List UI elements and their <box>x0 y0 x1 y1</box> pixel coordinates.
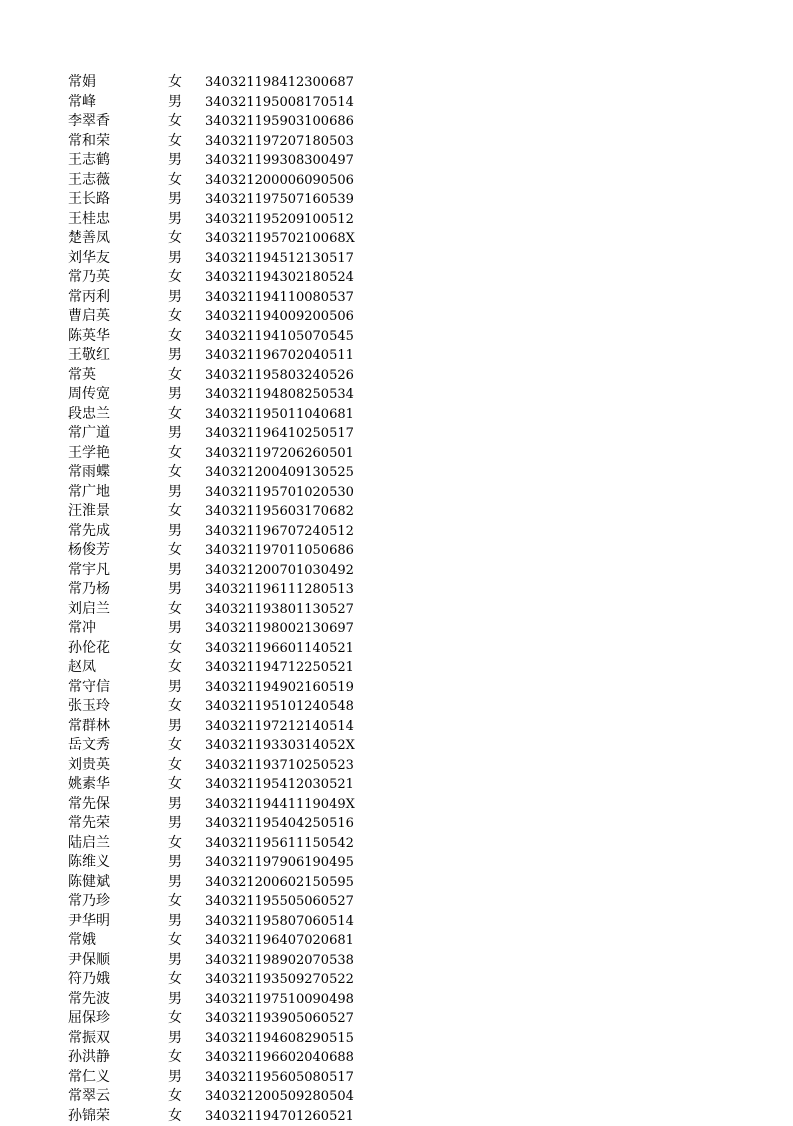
person-name: 常先波 <box>68 990 110 1010</box>
person-id-number: 340321194808250534 <box>205 385 354 405</box>
table-row <box>0 834 793 854</box>
table-row <box>0 970 793 990</box>
table-row <box>0 873 793 893</box>
person-id-number: 340321195011040681 <box>205 405 354 425</box>
person-gender: 女 <box>168 327 182 347</box>
person-name: 王学艳 <box>68 444 110 464</box>
person-name: 杨俊芳 <box>68 541 110 561</box>
person-id-number: 340321200701030492 <box>205 561 354 581</box>
person-id-number: 34032119330314052X <box>205 736 355 756</box>
person-gender: 女 <box>168 132 182 152</box>
person-name: 王敬红 <box>68 346 110 366</box>
person-id-number: 34032119570210068X <box>205 229 355 249</box>
person-gender: 男 <box>168 249 182 269</box>
person-id-number: 340321195605080517 <box>205 1068 354 1088</box>
person-gender: 男 <box>168 346 182 366</box>
table-row <box>0 151 793 171</box>
roster-table <box>0 73 793 1126</box>
table-row <box>0 210 793 230</box>
person-id-number: 340321199308300497 <box>205 151 354 171</box>
person-gender: 男 <box>168 795 182 815</box>
person-gender: 女 <box>168 229 182 249</box>
person-gender: 女 <box>168 756 182 776</box>
table-row <box>0 288 793 308</box>
person-name: 刘华友 <box>68 249 110 269</box>
person-gender: 女 <box>168 268 182 288</box>
table-row <box>0 249 793 269</box>
person-id-number: 340321195603170682 <box>205 502 354 522</box>
person-id-number: 340321198412300687 <box>205 73 354 93</box>
person-id-number: 340321196702040511 <box>205 346 354 366</box>
person-name: 刘启兰 <box>68 600 110 620</box>
person-id-number: 340321194009200506 <box>205 307 354 327</box>
person-name: 王长路 <box>68 190 110 210</box>
person-gender: 男 <box>168 522 182 542</box>
table-row <box>0 132 793 152</box>
person-gender: 女 <box>168 639 182 659</box>
person-id-number: 340321196407020681 <box>205 931 354 951</box>
person-gender: 女 <box>168 405 182 425</box>
person-gender: 女 <box>168 1107 182 1126</box>
person-gender: 女 <box>168 73 182 93</box>
person-gender: 男 <box>168 385 182 405</box>
person-id-number: 340321194608290515 <box>205 1029 354 1049</box>
table-row <box>0 736 793 756</box>
table-row <box>0 502 793 522</box>
table-row <box>0 327 793 347</box>
table-row <box>0 814 793 834</box>
person-gender: 男 <box>168 814 182 834</box>
person-gender: 女 <box>168 366 182 386</box>
table-row <box>0 600 793 620</box>
person-gender: 男 <box>168 483 182 503</box>
table-row <box>0 658 793 678</box>
person-gender: 女 <box>168 736 182 756</box>
person-id-number: 340321195209100512 <box>205 210 354 230</box>
person-name: 常乃英 <box>68 268 110 288</box>
person-name: 陈英华 <box>68 327 110 347</box>
person-id-number: 340321194902160519 <box>205 678 354 698</box>
person-name: 常娥 <box>68 931 96 951</box>
person-name: 常广地 <box>68 483 110 503</box>
table-row <box>0 346 793 366</box>
person-gender: 男 <box>168 873 182 893</box>
person-gender: 女 <box>168 834 182 854</box>
table-row <box>0 444 793 464</box>
person-id-number: 340321195412030521 <box>205 775 354 795</box>
person-gender: 男 <box>168 853 182 873</box>
person-id-number: 340321196111280513 <box>205 580 354 600</box>
table-row <box>0 697 793 717</box>
table-row <box>0 171 793 191</box>
person-name: 姚素华 <box>68 775 110 795</box>
person-name: 赵凤 <box>68 658 96 678</box>
person-id-number: 340321194105070545 <box>205 327 354 347</box>
person-name: 王志薇 <box>68 171 110 191</box>
table-row <box>0 1029 793 1049</box>
table-row <box>0 912 793 932</box>
person-gender: 女 <box>168 931 182 951</box>
person-id-number: 34032119441119049X <box>205 795 355 815</box>
table-row <box>0 892 793 912</box>
table-row <box>0 424 793 444</box>
person-name: 常英 <box>68 366 96 386</box>
table-row <box>0 775 793 795</box>
person-id-number: 340321194302180524 <box>205 268 354 288</box>
person-id-number: 340321195101240548 <box>205 697 354 717</box>
person-id-number: 340321194701260521 <box>205 1107 354 1126</box>
table-row <box>0 639 793 659</box>
person-name: 常峰 <box>68 93 96 113</box>
person-name: 屈保珍 <box>68 1009 110 1029</box>
table-row <box>0 73 793 93</box>
table-row <box>0 990 793 1010</box>
person-name: 段忠兰 <box>68 405 110 425</box>
person-gender: 女 <box>168 502 182 522</box>
person-name: 常冲 <box>68 619 96 639</box>
table-row <box>0 931 793 951</box>
person-id-number: 340321194110080537 <box>205 288 354 308</box>
person-name: 常先保 <box>68 795 110 815</box>
table-row <box>0 561 793 581</box>
person-gender: 女 <box>168 444 182 464</box>
person-id-number: 340321197510090498 <box>205 990 354 1010</box>
person-id-number: 340321200409130525 <box>205 463 354 483</box>
person-name: 张玉玲 <box>68 697 110 717</box>
person-gender: 男 <box>168 151 182 171</box>
person-gender: 女 <box>168 775 182 795</box>
person-name: 楚善凤 <box>68 229 110 249</box>
table-row <box>0 307 793 327</box>
person-gender: 男 <box>168 619 182 639</box>
table-row <box>0 483 793 503</box>
person-id-number: 340321195008170514 <box>205 93 354 113</box>
table-row <box>0 541 793 561</box>
person-id-number: 340321195701020530 <box>205 483 354 503</box>
table-row <box>0 522 793 542</box>
person-id-number: 340321197206260501 <box>205 444 354 464</box>
person-id-number: 340321193710250523 <box>205 756 354 776</box>
table-row <box>0 190 793 210</box>
table-row <box>0 619 793 639</box>
person-id-number: 340321194512130517 <box>205 249 354 269</box>
person-gender: 女 <box>168 463 182 483</box>
table-row <box>0 1048 793 1068</box>
person-id-number: 340321196707240512 <box>205 522 354 542</box>
person-name: 常先荣 <box>68 814 110 834</box>
person-name: 常振双 <box>68 1029 110 1049</box>
table-row <box>0 112 793 132</box>
person-id-number: 340321194712250521 <box>205 658 354 678</box>
person-name: 常乃珍 <box>68 892 110 912</box>
person-gender: 男 <box>168 210 182 230</box>
person-id-number: 340321197011050686 <box>205 541 354 561</box>
person-gender: 男 <box>168 990 182 1010</box>
person-id-number: 340321200602150595 <box>205 873 354 893</box>
table-row <box>0 1009 793 1029</box>
table-row <box>0 678 793 698</box>
person-id-number: 340321195505060527 <box>205 892 354 912</box>
table-row <box>0 756 793 776</box>
person-name: 常仁义 <box>68 1068 110 1088</box>
person-name: 汪淮景 <box>68 502 110 522</box>
person-id-number: 340321195807060514 <box>205 912 354 932</box>
table-row <box>0 1087 793 1107</box>
table-row <box>0 1068 793 1088</box>
person-name: 常和荣 <box>68 132 110 152</box>
person-gender: 女 <box>168 892 182 912</box>
person-name: 常雨蝶 <box>68 463 110 483</box>
table-row <box>0 853 793 873</box>
table-row <box>0 1107 793 1126</box>
person-name: 王桂忠 <box>68 210 110 230</box>
person-gender: 男 <box>168 424 182 444</box>
person-name: 刘贵英 <box>68 756 110 776</box>
table-row <box>0 580 793 600</box>
person-id-number: 340321196602040688 <box>205 1048 354 1068</box>
person-id-number: 340321197906190495 <box>205 853 354 873</box>
table-row <box>0 717 793 737</box>
person-gender: 男 <box>168 93 182 113</box>
person-id-number: 340321197507160539 <box>205 190 354 210</box>
table-row <box>0 405 793 425</box>
person-name: 周传宽 <box>68 385 110 405</box>
person-gender: 女 <box>168 1048 182 1068</box>
person-gender: 男 <box>168 1068 182 1088</box>
table-row <box>0 795 793 815</box>
person-name: 常翠云 <box>68 1087 110 1107</box>
person-name: 陈健斌 <box>68 873 110 893</box>
person-gender: 男 <box>168 912 182 932</box>
person-gender: 女 <box>168 541 182 561</box>
person-id-number: 340321197207180503 <box>205 132 354 152</box>
person-gender: 男 <box>168 717 182 737</box>
person-gender: 男 <box>168 678 182 698</box>
table-row <box>0 229 793 249</box>
person-id-number: 340321193509270522 <box>205 970 354 990</box>
person-gender: 女 <box>168 697 182 717</box>
table-row <box>0 385 793 405</box>
person-name: 常守信 <box>68 678 110 698</box>
person-id-number: 340321200006090506 <box>205 171 354 191</box>
person-gender: 女 <box>168 112 182 132</box>
person-name: 常群林 <box>68 717 110 737</box>
table-row <box>0 268 793 288</box>
person-id-number: 340321200509280504 <box>205 1087 354 1107</box>
table-row <box>0 951 793 971</box>
person-name: 王志鹤 <box>68 151 110 171</box>
person-name: 岳文秀 <box>68 736 110 756</box>
person-id-number: 340321198002130697 <box>205 619 354 639</box>
person-id-number: 340321196410250517 <box>205 424 354 444</box>
table-row <box>0 463 793 483</box>
person-name: 常乃杨 <box>68 580 110 600</box>
person-id-number: 340321195903100686 <box>205 112 354 132</box>
person-id-number: 340321198902070538 <box>205 951 354 971</box>
person-gender: 男 <box>168 561 182 581</box>
person-name: 尹保顺 <box>68 951 110 971</box>
person-gender: 女 <box>168 171 182 191</box>
person-gender: 女 <box>168 1009 182 1029</box>
person-gender: 女 <box>168 658 182 678</box>
person-name: 常广道 <box>68 424 110 444</box>
person-name: 常先成 <box>68 522 110 542</box>
person-name: 孙伦花 <box>68 639 110 659</box>
person-gender: 女 <box>168 600 182 620</box>
person-name: 尹华明 <box>68 912 110 932</box>
person-id-number: 340321195803240526 <box>205 366 354 386</box>
person-id-number: 340321193905060527 <box>205 1009 354 1029</box>
person-name: 常宇凡 <box>68 561 110 581</box>
person-id-number: 340321197212140514 <box>205 717 354 737</box>
person-name: 曹启英 <box>68 307 110 327</box>
person-name: 孙洪静 <box>68 1048 110 1068</box>
person-name: 符乃娥 <box>68 970 110 990</box>
person-name: 孙锦荣 <box>68 1107 110 1126</box>
person-name: 陈维义 <box>68 853 110 873</box>
person-gender: 男 <box>168 190 182 210</box>
person-id-number: 340321195404250516 <box>205 814 354 834</box>
person-name: 陆启兰 <box>68 834 110 854</box>
person-id-number: 340321196601140521 <box>205 639 354 659</box>
person-gender: 女 <box>168 307 182 327</box>
table-row <box>0 93 793 113</box>
person-gender: 男 <box>168 1029 182 1049</box>
person-id-number: 340321195611150542 <box>205 834 354 854</box>
table-row <box>0 366 793 386</box>
person-id-number: 340321193801130527 <box>205 600 354 620</box>
person-name: 常娟 <box>68 73 96 93</box>
person-gender: 女 <box>168 970 182 990</box>
person-gender: 男 <box>168 288 182 308</box>
person-name: 常丙利 <box>68 288 110 308</box>
person-gender: 女 <box>168 1087 182 1107</box>
person-gender: 男 <box>168 951 182 971</box>
person-name: 李翠香 <box>68 112 110 132</box>
person-gender: 男 <box>168 580 182 600</box>
